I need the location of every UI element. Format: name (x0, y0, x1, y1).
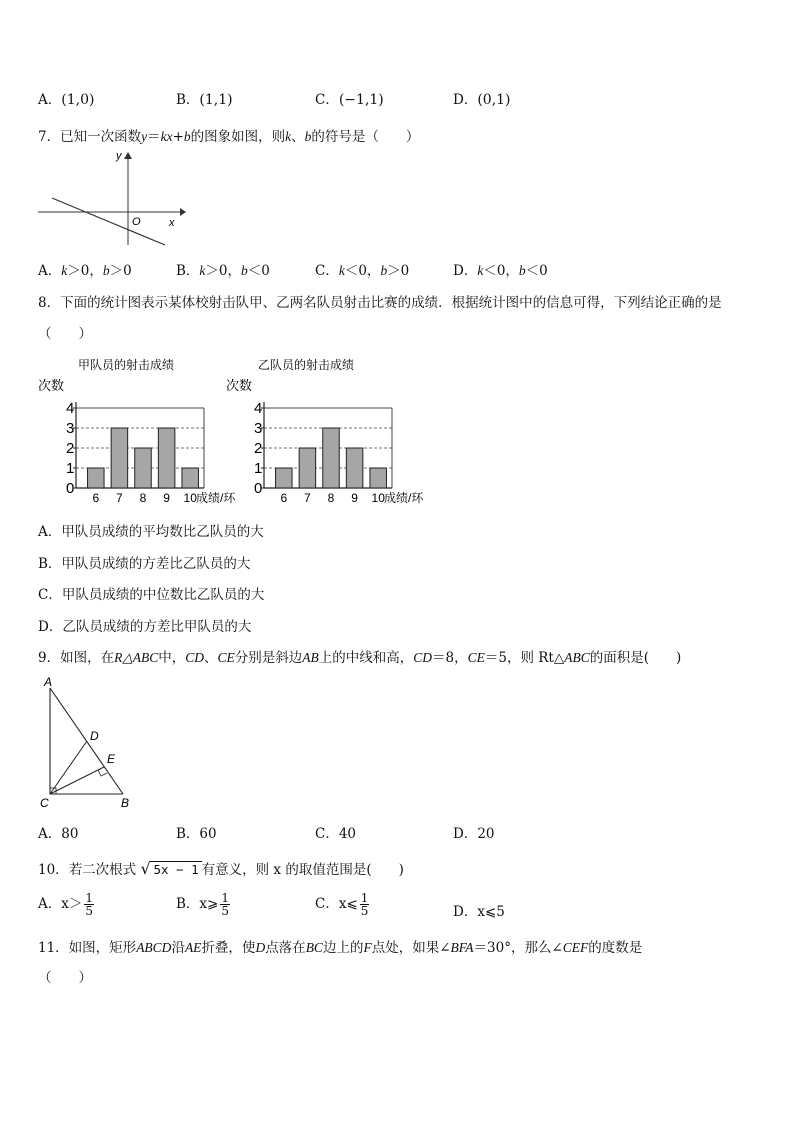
bar (111, 428, 128, 488)
y-tick-label: 3 (254, 420, 263, 437)
q9-option-b: B．60 (176, 826, 217, 842)
chart-jia (36, 350, 236, 510)
q11-answer-paren: （ ） (38, 970, 92, 986)
radical-expression: √ 5x − 1 (140, 862, 201, 878)
bar (370, 468, 387, 488)
q8-option-b: B．甲队员成绩的方差比乙队员的大 (38, 556, 251, 572)
x-tick-label: 8 (139, 491, 147, 505)
x-tick-label: 10 (183, 491, 197, 505)
x-tick-label: 8 (327, 491, 335, 505)
chart-title: 乙队员的射击成绩 (258, 358, 355, 372)
chart-xlabel: 成绩/环 (384, 491, 424, 505)
x-tick-label: 7 (116, 491, 123, 505)
segment-cd (50, 741, 87, 794)
x-tick-label: 6 (280, 491, 288, 505)
y-axis-label: y (116, 150, 122, 162)
bar (182, 468, 199, 488)
function-line (52, 198, 165, 245)
y-tick-label: 1 (66, 460, 75, 477)
q9-triangle-figure (36, 672, 146, 814)
q6-option-b: B．(1,1) (176, 92, 233, 108)
q10-option-a: A．x＞ $\frac{1}{5}$ (38, 891, 94, 918)
chart-yi (224, 350, 434, 510)
q8-answer-paren: （ ） (38, 326, 92, 342)
label-d: D (90, 729, 99, 743)
bar (135, 448, 152, 488)
y-tick-label: 4 (254, 400, 263, 417)
right-angle-e-mark (98, 770, 107, 776)
y-tick-label: 2 (254, 440, 263, 457)
q9-option-c: C．40 (315, 826, 357, 842)
q8-option-c: C．甲队员成绩的中位数比乙队员的大 (38, 587, 265, 603)
y-tick-label: 3 (66, 420, 75, 437)
q7-option-d: D．k＜0，b＜0 (453, 263, 548, 279)
y-tick-label: 0 (66, 480, 75, 497)
q7-option-c: C．k＜0，b＞0 (315, 263, 410, 279)
q7-stem: 7．已知一次函数y＝kx+b的图象如图，则k、b的符号是（ ） (38, 129, 420, 145)
bar (299, 448, 316, 488)
chart-ylabel: 次数 (38, 378, 65, 393)
chart-plot (254, 400, 424, 505)
x-tick-label: 9 (351, 491, 358, 505)
q7-option-b: B．k＞0，b＜0 (176, 263, 270, 279)
bar (158, 428, 175, 488)
q11-stem: 11．如图，矩形ABCD沿AE折叠，使D点落在BC边上的F点处，如果∠BFA＝30°，那么∠CEF的度数是 (38, 940, 643, 956)
q9-option-a: A．80 (38, 826, 79, 842)
chart-xlabel: 成绩/环 (196, 491, 236, 505)
x-tick-label: 9 (163, 491, 170, 505)
bar (276, 468, 293, 488)
q7-line-graph (30, 145, 200, 250)
bar (323, 428, 340, 488)
label-a: A (44, 675, 53, 689)
q10-option-d: D．x⩽5 (453, 904, 505, 920)
origin-label: O (132, 216, 141, 228)
chart-ylabel: 次数 (226, 378, 253, 393)
q10-option-c: C．x⩽ $\frac{1}{5}$ (315, 891, 369, 918)
chart-plot (66, 400, 236, 505)
y-tick-label: 0 (254, 480, 263, 497)
q8-option-d: D．乙队员成绩的方差比甲队员的大 (38, 619, 252, 635)
segment-ce (50, 767, 104, 794)
x-axis-arrow (180, 208, 186, 216)
label-c: C (40, 796, 49, 810)
label-e: E (107, 752, 116, 766)
y-tick-label: 1 (254, 460, 263, 477)
q6-option-c: C．(−1,1) (315, 92, 384, 108)
q7-option-a: A．k＞0，b＞0 (38, 263, 132, 279)
x-tick-label: 7 (304, 491, 311, 505)
bar (88, 468, 105, 488)
label-b: B (121, 796, 130, 810)
q6-option-d: D．(0,1) (453, 92, 511, 108)
y-tick-label: 2 (66, 440, 75, 457)
q9-option-d: D．20 (453, 826, 495, 842)
y-axis-arrow (124, 152, 132, 159)
q8-option-a: A．甲队员成绩的平均数比乙队员的大 (38, 524, 264, 540)
q6-option-a: A．(1,0) (38, 92, 95, 108)
y-tick-label: 4 (66, 400, 75, 417)
x-axis-label: x (169, 217, 175, 229)
q9-stem: 9．如图，在R△ABC中，CD、CE分别是斜边AB上的中线和高，CD＝8，CE＝5，则 Rt△ABC的面积是( ) (38, 650, 682, 666)
x-tick-label: 10 (371, 491, 385, 505)
q8-stem: 8．下面的统计图表示某体校射击队甲、乙两名队员射击比赛的成绩．根据统计图中的信息可得，下列结论正确的是 (38, 295, 722, 311)
q10-stem: 10．若二次根式 √ 5x − 1 有意义，则 x 的取值范围是( ) (38, 859, 404, 878)
x-tick-label: 6 (92, 491, 100, 505)
q10-option-b: B．x⩾ $\frac{1}{5}$ (176, 891, 229, 918)
bar (346, 448, 363, 488)
chart-title: 甲队员的射击成绩 (78, 358, 175, 372)
